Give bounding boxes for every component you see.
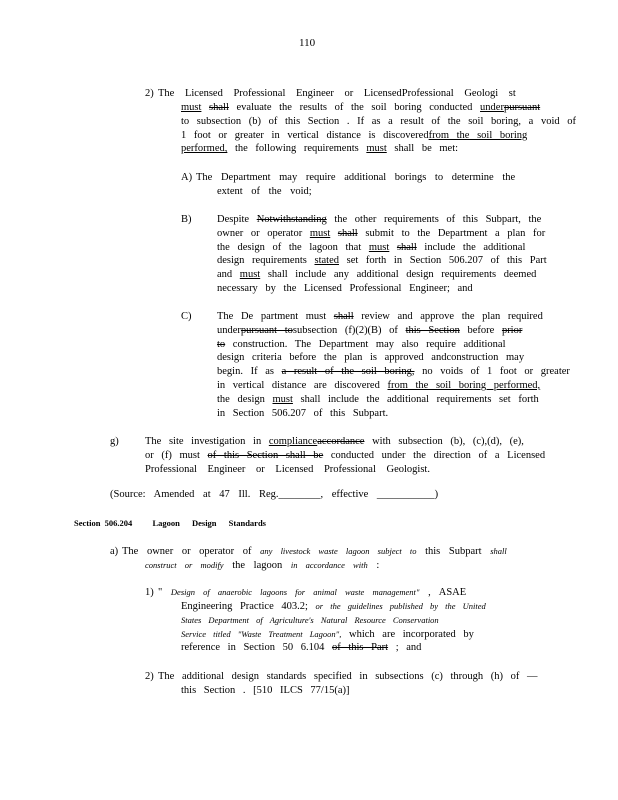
source-note: (Source: Amended at 47 Ill. Reg.________, effective ___________): [110, 489, 439, 500]
section-number: Section 506.204: [74, 518, 133, 528]
item-2-line: performed, the following requirements must shall be met:: [181, 143, 459, 155]
item-1-continuation: [181, 600, 486, 655]
item-c-line: The De partment must shall review and approve the plan required: [217, 311, 543, 322]
item-c-label: C): [181, 311, 192, 322]
section-a-label: a): [110, 546, 119, 557]
item-s2-label: 2): [145, 671, 154, 682]
item-2-line: to subsection (b) of this Section . If as a result of the soil boring, a void of: [181, 115, 576, 127]
page-number: 110: [299, 37, 316, 49]
item-s2-continuation: [181, 684, 349, 698]
item-a-line: extent of the void;: [217, 185, 312, 197]
item-b-body: [217, 213, 547, 296]
item-a-line: The Department may require additional borings to determine the: [196, 172, 516, 183]
section-heading: [74, 517, 266, 531]
item-a-label: A): [181, 172, 193, 183]
item-2-line: must shall evaluate the results of the soil boring conducted underpursuant: [181, 102, 541, 113]
item-c-line: underpursuant tosubsection (f)(2)(B) of this Section before prior: [217, 324, 523, 336]
item-b-line: owner or operator must shall submit to the Department a plan for: [217, 227, 546, 239]
item-g-line: The site investigation in complianceaccordance with subsection (b), (c),(d), (e),: [145, 436, 524, 447]
section-a-line: construct or modify the lagoon in accordance with :: [145, 560, 380, 571]
item-s2-line: this Section . [510 ILCS 77/15(a)]: [181, 685, 350, 696]
item-g-body: [145, 435, 545, 476]
item-1-line: " Design of anaerobic lagoons for animal waste management" , ASAE: [158, 587, 467, 598]
item-g-label: g): [110, 436, 119, 447]
item-g-line: or (f) must of this Section shall be conducted under the direction of a Licensed: [145, 449, 546, 461]
item-c-line: the design must shall include the additional requirements set forth: [217, 393, 539, 405]
item-1-label: 1): [145, 587, 154, 598]
item-2-body: [158, 87, 516, 101]
item-a-body: [196, 171, 515, 199]
item-1-line: Engineering Practice 403.2; or the guidelines published by the United: [181, 601, 486, 612]
section-a-line: The owner or operator of any livestock waste lagoon subject to this Subpart shall: [122, 546, 507, 557]
section-title: Lagoon Design Standards: [152, 518, 266, 528]
item-2-line: The Licensed Professional Engineer or LicensedProfessional Geologi st: [158, 88, 516, 99]
item-c-body: [217, 310, 570, 420]
item-1-line: Service titled "Waste Treatment Lagoon", which are incorporated by: [181, 628, 474, 640]
item-b-label: B): [181, 214, 192, 225]
item-2-line: 1 foot or greater in vertical distance is discoveredfrom the soil boring: [181, 129, 528, 141]
item-b-line: design requirements stated set forth in Section 506.207 of this Part: [217, 255, 547, 267]
item-g-line: Professional Engineer or Licensed Professional Geologist.: [145, 463, 430, 475]
item-c-line: design criteria before the plan is approved andconstruction may: [217, 352, 525, 364]
item-c-line: in vertical distance are discovered from the soil boring performed,: [217, 379, 541, 391]
item-c-line: in Section 506.207 of this Subpart.: [217, 407, 389, 419]
section-a-body: [122, 545, 507, 559]
item-s2-body: [158, 670, 538, 684]
section-a-continuation: [145, 559, 379, 573]
item-c-line: begin. If as a result of the soil boring, no voids of 1 foot or greater: [217, 366, 570, 378]
item-s2-line: The additional design standards specified in subsections (c) through (h) of —: [158, 671, 538, 682]
item-2-label: 2): [145, 88, 154, 99]
item-b-line: the design of the lagoon that must shall include the additional: [217, 241, 526, 253]
item-1-body: [158, 586, 466, 600]
item-b-line: and must shall include any additional design requirements deemed: [217, 269, 537, 281]
item-c-line: to construction. The Department may also require additional: [217, 338, 506, 350]
item-b-line: necessary by the Licensed Professional Engineer; and: [217, 282, 473, 294]
item-1-line: States Department of Agriculture's Natural Resource Conservation: [181, 614, 439, 625]
item-b-line: Despite Notwithstanding the other requirements of this Subpart, the: [217, 214, 542, 225]
item-1-line: reference in Section 50 6.104 of this Part ; and: [181, 642, 422, 654]
item-2-continuation: [181, 101, 576, 156]
